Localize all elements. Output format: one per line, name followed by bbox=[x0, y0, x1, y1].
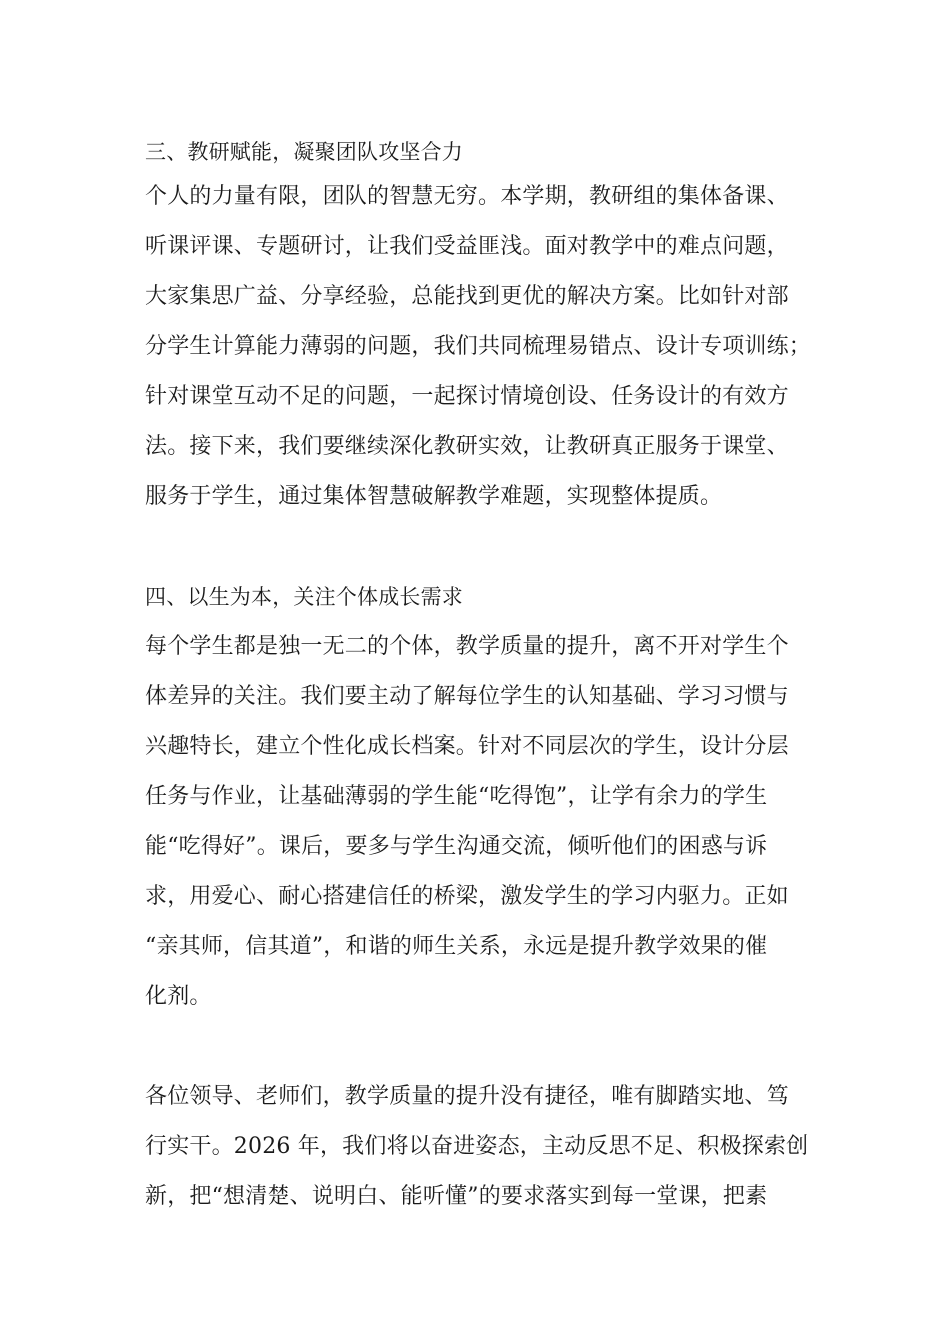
paragraph-line: 化剂。 bbox=[145, 984, 212, 1009]
section-3-heading: 三、教研赋能，凝聚团队攻坚合力 bbox=[145, 140, 463, 164]
paragraph-line: 针对课堂互动不足的问题，一起探讨情境创设、任务设计的有效方 bbox=[145, 384, 789, 409]
paragraph-line: 行实干。2026 年，我们将以奋进姿态，主动反思不足、积极探索创 bbox=[145, 1134, 809, 1159]
paragraph-line: 每个学生都是独一无二的个体，教学质量的提升，离不开对学生个 bbox=[145, 634, 789, 659]
paragraph-line: 新，把“想清楚、说明白、能听懂”的要求落实到每一堂课，把素 bbox=[145, 1184, 768, 1209]
paragraph-line: “亲其师，信其道”，和谐的师生关系，永远是提升教学效果的催 bbox=[145, 934, 768, 959]
paragraph-line: 个人的力量有限，团队的智慧无穷。本学期，教研组的集体备课、 bbox=[145, 184, 789, 209]
paragraph-line: 兴趣特长，建立个性化成长档案。针对不同层次的学生，设计分层 bbox=[145, 734, 789, 759]
paragraph-line: 任务与作业，让基础薄弱的学生能“吃得饱”，让学有余力的学生 bbox=[145, 784, 768, 809]
paragraph-line: 各位领导、老师们，教学质量的提升没有捷径，唯有脚踏实地、笃 bbox=[145, 1084, 789, 1109]
paragraph-line: 体差异的关注。我们要主动了解每位学生的认知基础、学习习惯与 bbox=[145, 684, 789, 709]
paragraph-line: 大家集思广益、分享经验，总能找到更优的解决方案。比如针对部 bbox=[145, 284, 789, 309]
paragraph-line: 听课评课、专题研讨，让我们受益匪浅。面对教学中的难点问题， bbox=[145, 234, 789, 259]
paragraph-line: 分学生计算能力薄弱的问题，我们共同梳理易错点、设计专项训练； bbox=[145, 334, 812, 359]
paragraph-line: 服务于学生，通过集体智慧破解教学难题，实现整体提质。 bbox=[145, 484, 723, 509]
paragraph-line: 法。接下来，我们要继续深化教研实效，让教研真正服务于课堂、 bbox=[145, 434, 789, 459]
section-4-heading: 四、以生为本，关注个体成长需求 bbox=[145, 585, 463, 609]
paragraph-line: 能“吃得好”。课后，要多与学生沟通交流，倾听他们的困惑与诉 bbox=[145, 834, 768, 859]
paragraph-line: 求，用爱心、耐心搭建信任的桥梁，激发学生的学习内驱力。正如 bbox=[145, 884, 789, 909]
